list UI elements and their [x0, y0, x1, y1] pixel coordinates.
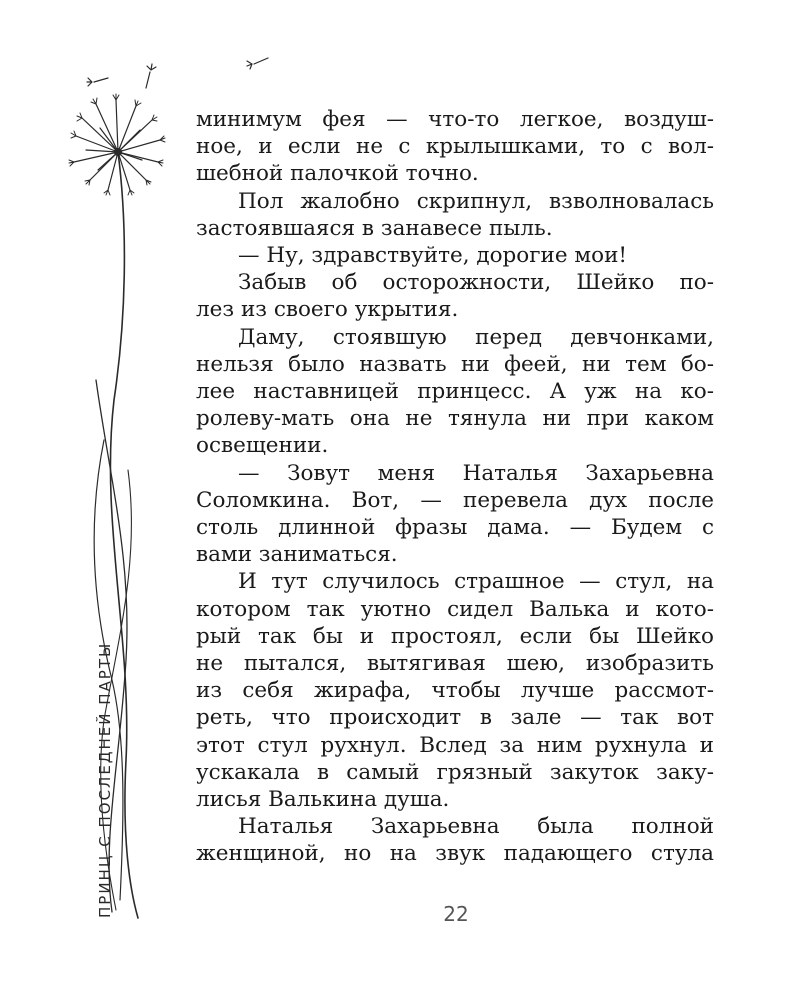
text-line: — Ну, здравствуйте, дорогие мои! — [238, 243, 628, 269]
text-line: минимум фея — что-то легкое, воздуш- — [196, 107, 714, 132]
text-line: котором так уютно сидел Валька и кото- — [196, 596, 714, 622]
text-line: Наталья Захарьевна была полной — [238, 814, 714, 840]
text-line: — Зовут меня Наталья Захарьевна — [238, 460, 714, 486]
text-line: ускакала в самый грязный закуток заку- — [196, 759, 714, 785]
text-line: вами заниматься. — [196, 542, 398, 568]
text-line: не пытался, вытягивая шею, изобразить — [196, 651, 714, 677]
text-line: женщиной, но на звук падающего стула — [196, 841, 714, 867]
text-line: Даму, стоявшую перед девчонками, — [238, 324, 714, 350]
dandelion-stem — [110, 152, 138, 918]
page-text — [196, 106, 714, 868]
text-line: нельзя было назвать ни феей, ни тем бо- — [196, 351, 714, 377]
text-line: реть, что происходит в зале — так вот — [196, 705, 714, 731]
flying-seed-icon — [146, 64, 156, 88]
text-line: столь длинной фразы дама. — Будем с — [196, 515, 714, 541]
page-number: 22 — [443, 902, 469, 926]
text-line: ролеву-мать она не тянула ни при каком — [196, 406, 714, 432]
text-line: Пол жалобно скрипнул, взволновалась — [238, 188, 714, 214]
text-line: ное, и если не с крылышками, то с вол- — [196, 134, 714, 160]
flying-seed-icon — [87, 78, 108, 86]
text-line: освещении. — [196, 433, 329, 459]
dandelion-head-icon — [69, 94, 165, 195]
text-line: лисья Валькина душа. — [196, 787, 450, 813]
text-line: застоявшаяся в занавесе пыль. — [196, 215, 553, 241]
text-line: этот стул рухнул. Вслед за ним рухнула и — [196, 732, 714, 758]
text-line: из себя жирафа, чтобы лучше рассмот- — [196, 678, 714, 704]
text-line: Забыв об осторожности, Шейко по- — [238, 270, 714, 296]
text-line: рый так бы и простоял, если бы Шейко — [196, 623, 714, 649]
text-line: шебной палочкой точно. — [196, 161, 479, 187]
text-line: Соломкина. Вот, — перевела дух после — [196, 487, 714, 513]
running-title: ПРИНЦ С ПОСЛЕДНЕЙ ПАРТЫ — [96, 641, 114, 918]
flying-seed-icon — [247, 58, 268, 69]
text-line: лее наставницей принцесс. А уж на ко- — [196, 379, 714, 405]
text-line: И тут случилось страшное — стул, на — [238, 569, 714, 595]
text-line: лез из своего укрытия. — [196, 297, 459, 323]
